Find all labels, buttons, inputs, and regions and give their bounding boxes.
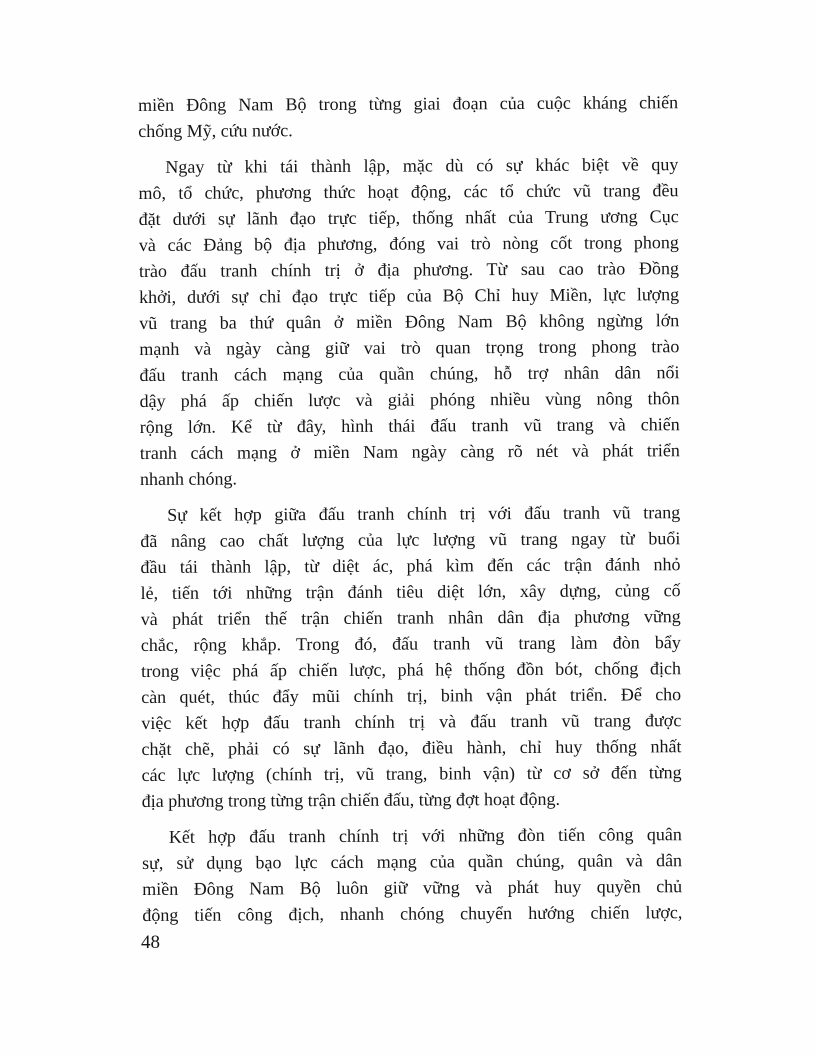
- page-text-block: [138, 89, 682, 938]
- text-line: các lực lượng (chính trị, vũ trang, binh vận) từ cơ sở đến từng: [141, 762, 682, 785]
- text-line: đặt dưới sự lãnh đạo trực tiếp, thống nhất của Trung ương Cục: [138, 206, 679, 229]
- text-line: chặt chẽ, phải có sự lãnh đạo, điều hành, chỉ huy thống nhất: [141, 736, 682, 759]
- paragraph-3: [140, 499, 682, 814]
- text-line: đầu tái thành lập, từ diệt ác, phá kìm đến các trận đánh nhỏ: [140, 554, 681, 577]
- text-line: việc kết hợp đấu tranh chính trị và đấu tranh vũ trang được: [141, 710, 682, 733]
- text-line: miền Đông Nam Bộ trong từng giai đoạn của cuộc kháng chiến: [138, 92, 679, 115]
- text-line: Sự kết hợp giữa đấu tranh chính trị với đấu tranh vũ trang: [167, 502, 681, 525]
- text-line: chống Mỹ, cứu nước.: [138, 120, 293, 141]
- text-line: địa phương trong từng trận chiến đấu, từng đợt hoạt động.: [141, 788, 561, 811]
- text-line: trào đấu tranh chính trị ở địa phương. Từ sau cao trào Đồng: [138, 258, 679, 281]
- paragraph-1: [138, 89, 678, 144]
- text-line: và phát triển thế trận chiến tranh nhân dân địa phương vững: [140, 606, 681, 629]
- text-line: trong việc phá ấp chiến lược, phá hệ thống đồn bót, chống địch: [140, 658, 682, 681]
- text-line: khởi, dưới sự chỉ đạo trực tiếp của Bộ Chỉ huy Miền, lực lượng: [139, 284, 680, 307]
- text-line: động tiến công địch, nhanh chóng chuyển hướng chiến lược,: [142, 902, 683, 925]
- text-line: rộng lớn. Kể từ đây, hình thái đấu tranh vũ trang và chiến: [139, 414, 680, 437]
- text-line: và các Đảng bộ địa phương, đóng vai trò nòng cốt trong phong: [138, 232, 679, 255]
- text-line: Kết hợp đấu tranh chính trị với những đòn tiến công quân: [168, 824, 682, 847]
- text-line: lẻ, tiến tới những trận đánh tiêu diệt lớn, xây dựng, củng cố: [140, 580, 681, 603]
- text-line: mạnh và ngày càng giữ vai trò quan trọng trong phong trào: [139, 336, 680, 359]
- text-line: sự, sử dụng bạo lực cách mạng của quần chúng, quân và dân: [141, 850, 683, 873]
- text-line: đấu tranh cách mạng của quần chúng, hỗ trợ nhân dân nổi: [139, 362, 680, 385]
- text-line: dậy phá ấp chiến lược và giải phóng nhiều vùng nông thôn: [139, 388, 680, 411]
- text-line: vũ trang ba thứ quân ở miền Đông Nam Bộ không ngừng lớn: [139, 310, 680, 333]
- text-line: tranh cách mạng ở miền Nam ngày càng rõ nét và phát triển: [139, 440, 680, 463]
- text-line: càn quét, thúc đẩy mũi chính trị, binh vận phát triển. Để cho: [141, 684, 682, 707]
- text-line: Ngay từ khi tái thành lập, mặc dù có sự khác biệt về quy: [165, 154, 679, 177]
- page-number: 48: [141, 932, 160, 953]
- text-line: miền Đông Nam Bộ luôn giữ vững và phát huy quyền chủ: [142, 876, 683, 899]
- text-line: đã nâng cao chất lượng của lực lượng vũ trang ngay từ buổi: [140, 528, 681, 551]
- text-line: nhanh chóng.: [139, 468, 238, 489]
- paragraph-4: [142, 821, 683, 928]
- paragraph-2: [138, 151, 680, 492]
- text-line: chắc, rộng khắp. Trong đó, đấu tranh vũ trang làm đòn bẩy: [140, 632, 681, 655]
- text-line: mô, tổ chức, phương thức hoạt động, các tổ chức vũ trang đều: [138, 180, 679, 203]
